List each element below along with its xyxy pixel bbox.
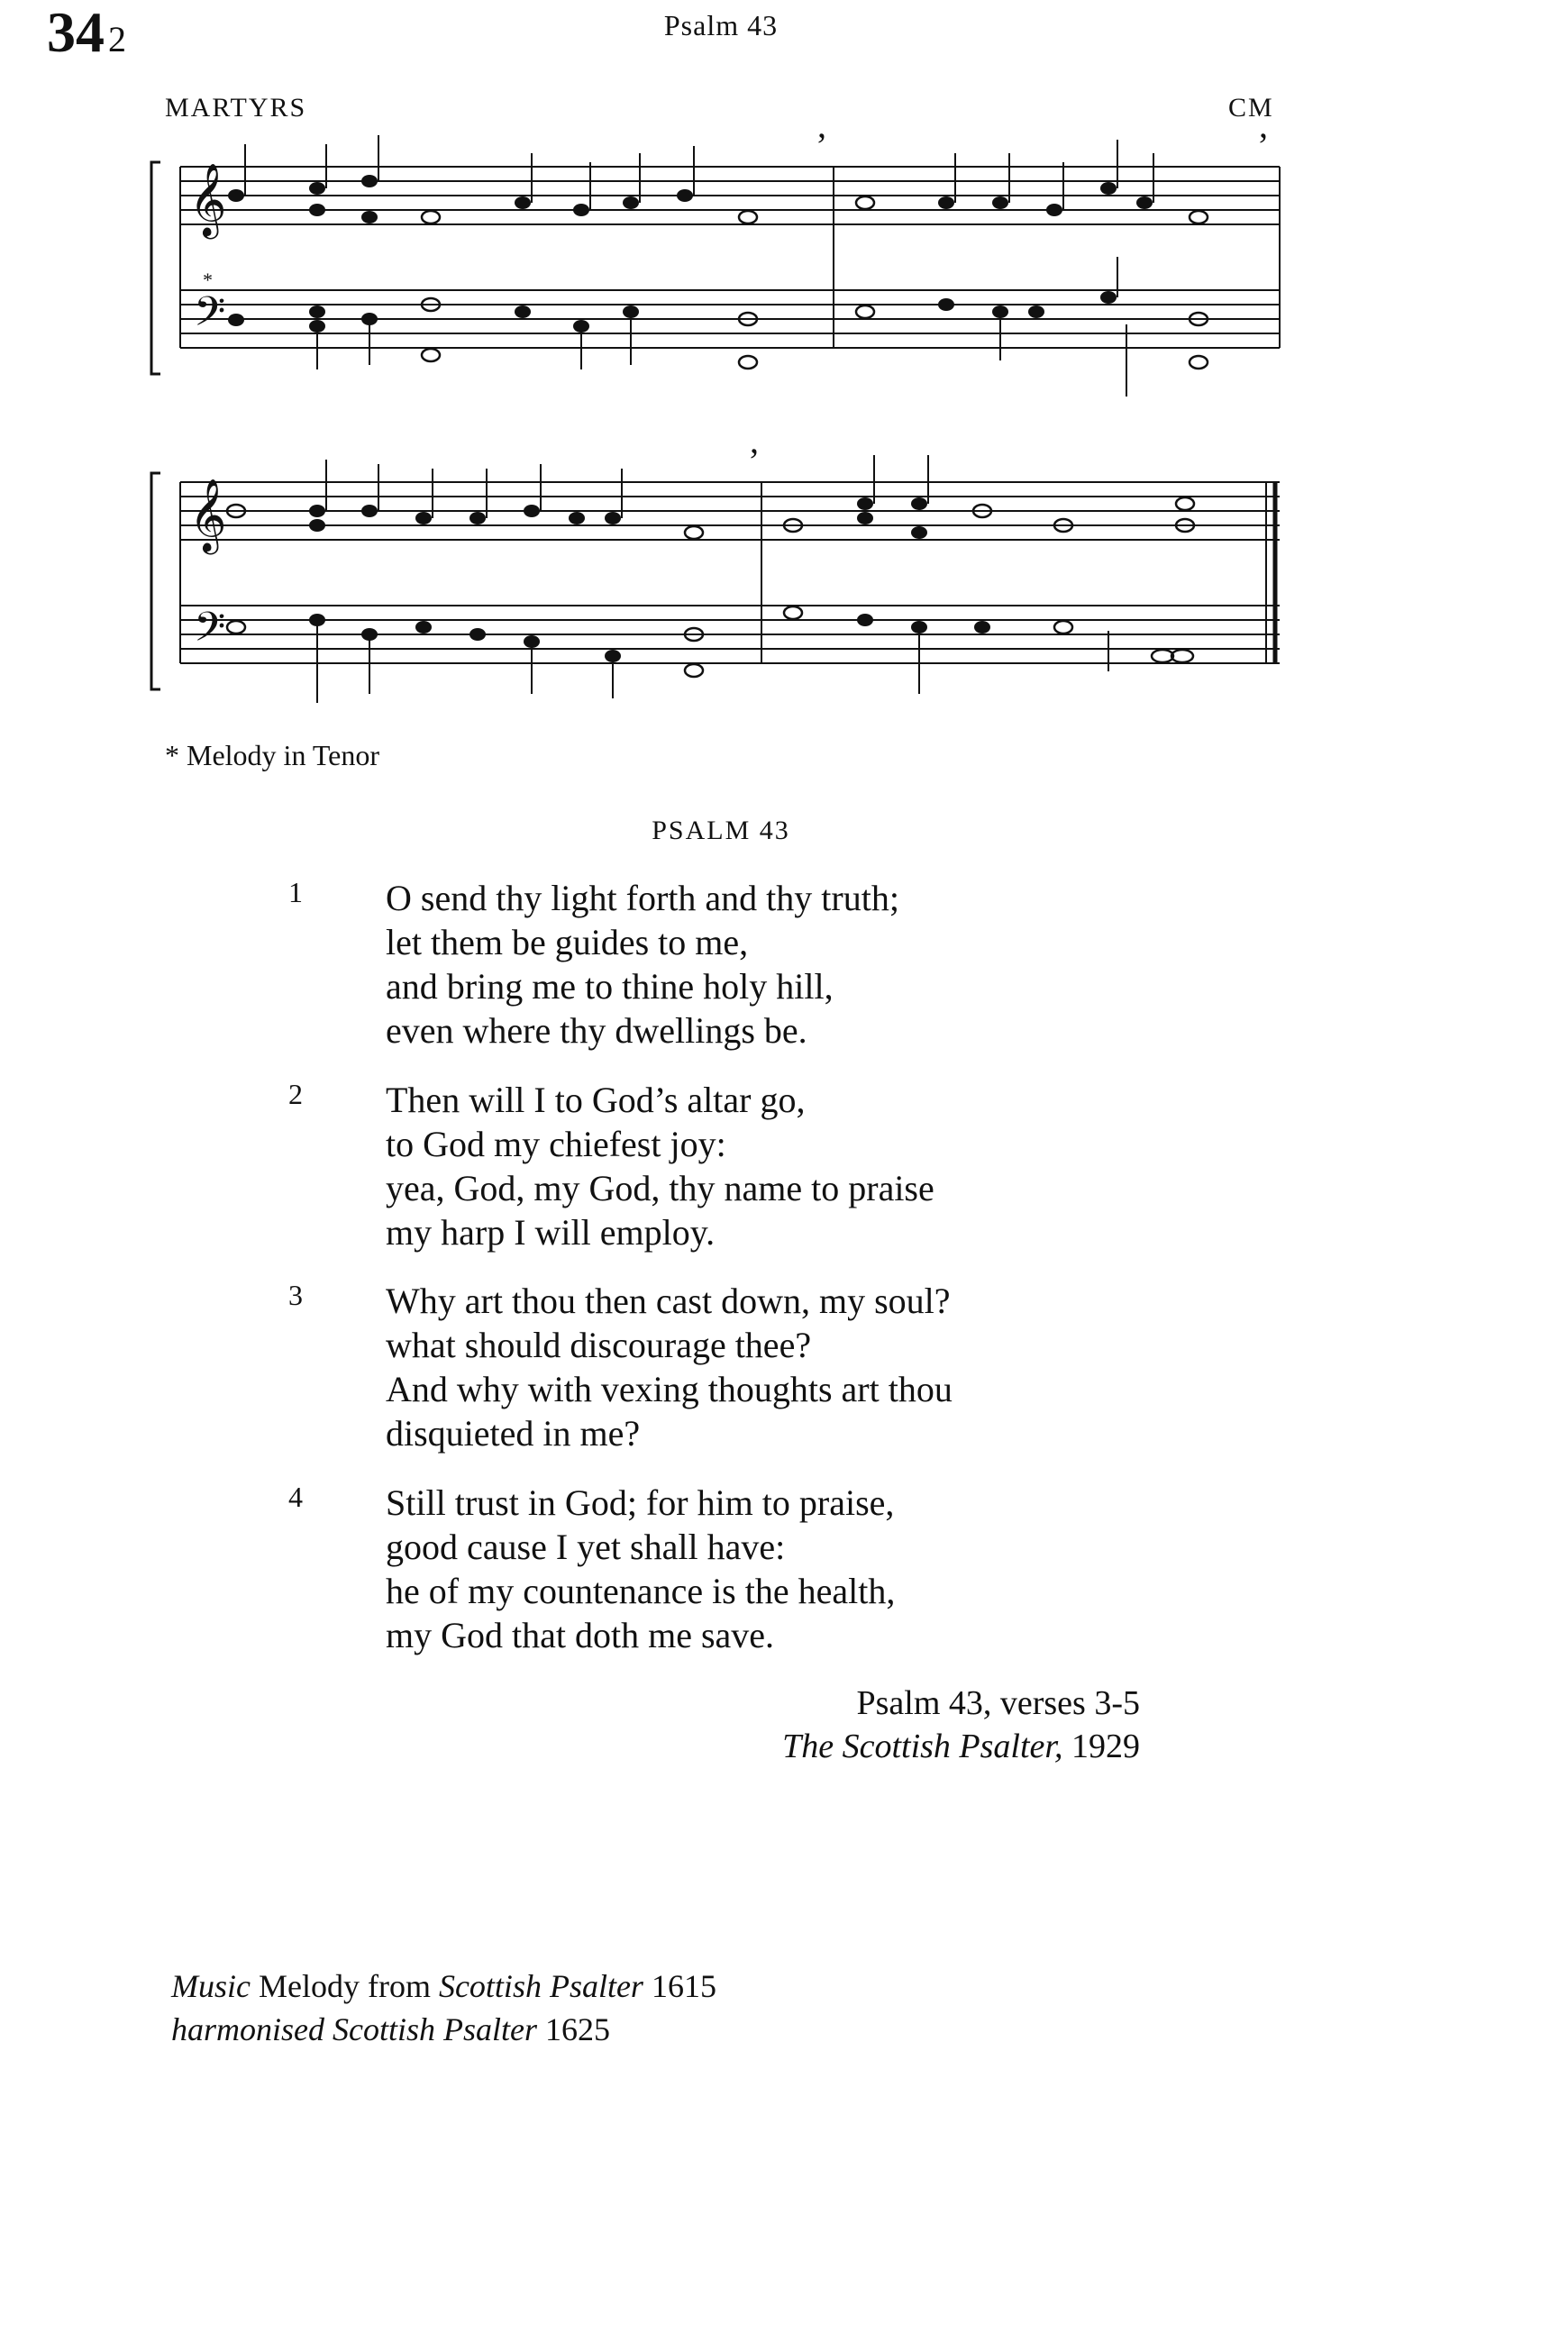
music-label: Music (171, 1968, 251, 2004)
score-system-2 (151, 441, 1280, 703)
verse-line: yea, God, my God, thy name to praise (386, 1168, 934, 1208)
verse-line: my harp I will employ. (386, 1212, 716, 1253)
system-brace (151, 473, 160, 689)
verse-lines (386, 1481, 895, 1657)
verse-number: 3 (288, 1279, 303, 1311)
music-credit-line (171, 1965, 716, 2008)
verse-line: good cause I yet shall have: (386, 1527, 786, 1567)
treble-staff-1 (180, 167, 1280, 224)
stems-1 (245, 135, 1153, 210)
notes-lower-1 (228, 291, 1117, 333)
verse-line: Still trust in God; for him to praise, (386, 1482, 895, 1523)
text-source (782, 1682, 1140, 1768)
verse-lines (386, 1279, 953, 1455)
notes-upper-1 (228, 175, 1153, 223)
treble-clef-icon: 𝄞 (189, 162, 227, 236)
verse-line: my God that doth me save. (386, 1615, 775, 1655)
verse-line: Then will I to God’s altar go, (386, 1080, 806, 1120)
score-system-1 (151, 125, 1280, 397)
notes-lower-2 (309, 614, 990, 662)
harmony-credit-line (171, 2008, 716, 2051)
music-text: Melody from (258, 1968, 431, 2004)
harm-label: harmonised (171, 2011, 324, 2047)
verse-line: what should discourage thee? (386, 1325, 812, 1365)
verse-line: even where thy dwellings be. (386, 1010, 807, 1051)
meter-label: CM (1228, 93, 1274, 123)
verse-line: O send thy light forth and thy truth; (386, 878, 899, 918)
source-year: 1929 (1071, 1728, 1140, 1765)
bass-staff-2 (180, 606, 1280, 663)
half-notes-2 (227, 497, 1194, 539)
verse-lines (386, 876, 899, 1053)
music-score (0, 0, 1568, 721)
hymn-number-suffix: 2 (108, 19, 126, 59)
psalm-heading: PSALM 43 (652, 816, 790, 845)
verse-line: disquieted in me? (386, 1413, 641, 1454)
source-book: The Scottish Psalter, (782, 1728, 1063, 1765)
harm-source: Scottish Psalter (333, 2011, 537, 2047)
footnote-melody-in-tenor: * Melody in Tenor (165, 739, 380, 771)
verse-line: Why art thou then cast down, my soul? (386, 1281, 951, 1321)
stems-bass-2 (317, 620, 1108, 703)
asterisk-icon: * (203, 269, 213, 291)
stems-2 (326, 455, 928, 518)
system-brace (151, 162, 160, 374)
harm-year: 1625 (545, 2011, 610, 2047)
verse-line: he of my countenance is the health, (386, 1571, 896, 1611)
bass-clef-icon: 𝄢 (194, 287, 226, 345)
verse-line: to God my chiefest joy: (386, 1124, 726, 1164)
verse-number: 1 (288, 876, 303, 908)
verse-line: let them be guides to me, (386, 922, 749, 962)
stems-bass-1 (317, 257, 1126, 397)
source-line: Psalm 43, verses 3-5 (856, 1684, 1140, 1722)
treble-staff-2 (180, 482, 1280, 540)
breath-mark-icon: ’ (1257, 125, 1270, 166)
notes-upper-2 (309, 497, 927, 539)
breath-mark-icon: ’ (816, 125, 828, 166)
tune-name: MARTYRS (165, 93, 307, 123)
bass-clef-icon: 𝄢 (194, 603, 226, 661)
running-title: Psalm 43 (663, 9, 779, 41)
verse-lines (386, 1078, 934, 1254)
hymn-number-main: 34 (47, 0, 105, 64)
verse-line: and bring me to thine holy hill, (386, 966, 834, 1007)
verse-number: 2 (288, 1078, 303, 1110)
music-source: Scottish Psalter (438, 1968, 643, 2004)
verse-line: And why with vexing thoughts art thou (386, 1369, 953, 1409)
treble-clef-icon: 𝄞 (189, 478, 227, 552)
music-credits (171, 1965, 716, 2051)
verse-number: 4 (288, 1481, 303, 1513)
breath-mark-icon: ’ (748, 441, 761, 481)
half-notes-bass-2 (227, 606, 1193, 677)
source-book-line (782, 1725, 1140, 1768)
music-year: 1615 (651, 1968, 716, 2004)
